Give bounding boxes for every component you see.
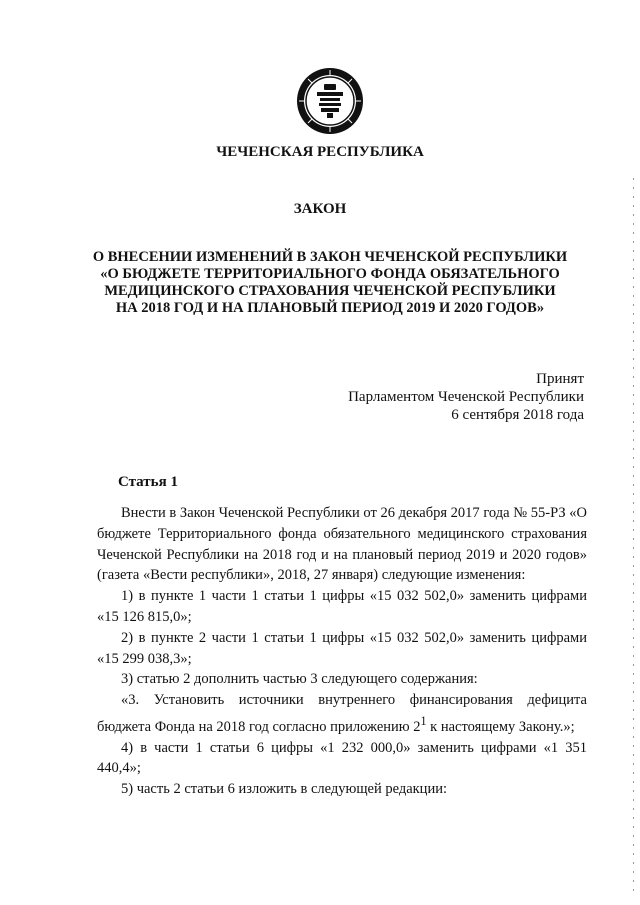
scan-margin-mark bbox=[633, 178, 634, 898]
adopted-date: 6 сентября 2018 года bbox=[451, 407, 584, 423]
article-item-4: 4) в части 1 статьи 6 цифры «1 232 000,0» заменить цифрами «1 351 440,4»; bbox=[97, 739, 587, 777]
law-title-line: МЕДИЦИНСКОГО СТРАХОВАНИЯ ЧЕЧЕНСКОЙ РЕСПУБЛИКИ bbox=[104, 283, 556, 299]
adopted-label: Принят bbox=[536, 371, 584, 387]
article-item-1: 1) в пункте 1 части 1 статьи 1 цифры «15 032 502,0» заменить цифрами «15 126 815,0»; bbox=[97, 588, 587, 625]
law-title-line: НА 2018 ГОД И НА ПЛАНОВЫЙ ПЕРИОД 2019 И 2020 ГОДОВ» bbox=[115, 300, 545, 316]
law-title-line: О ВНЕСЕНИИ ИЗМЕНЕНИЙ В ЗАКОН ЧЕЧЕНСКОЙ РЕСПУБЛИКИ bbox=[92, 249, 568, 265]
article-heading: Статья 1 bbox=[118, 474, 178, 490]
quote-text: «3. Установить источники внутреннего финансирования дефицита бюджета Фонда на 2018 год согласно приложению 2 bbox=[97, 692, 587, 735]
article-item-3: 3) статью 2 дополнить частью 3 следующего содержания: bbox=[121, 671, 478, 688]
article-item-5: 5) часть 2 статьи 6 изложить в следующей редакции: bbox=[121, 781, 447, 798]
quote-text-end: к настоящему Закону.»; bbox=[426, 718, 575, 735]
article-body bbox=[97, 503, 587, 800]
adopted-by: Парламентом Чеченской Республики bbox=[348, 389, 584, 405]
coat-of-arms-seal-icon bbox=[295, 66, 365, 136]
adoption-block bbox=[348, 370, 584, 424]
article-intro: Внести в Закон Чеченской Республики от 26 декабря 2017 года № 55-РЗ «О бюджете Территориального фонда обязательного медицинского страхования Чеченской Республики на 2018 год и на плановый период 2019 и 2020 годов» (газета «Вести республики», 2018, 27 января) следующие изменения: bbox=[97, 505, 587, 584]
article-item-3-quote bbox=[97, 690, 587, 737]
law-title bbox=[70, 249, 590, 317]
quote-superscript: 1 bbox=[420, 713, 427, 728]
republic-heading: ЧЕЧЕНСКАЯ РЕСПУБЛИКА bbox=[216, 144, 424, 160]
law-title-line: «О БЮДЖЕТЕ ТЕРРИТОРИАЛЬНОГО ФОНДА ОБЯЗАТЕЛЬНОГО bbox=[100, 266, 560, 282]
article-item-2: 2) в пункте 2 части 1 статьи 1 цифры «15 032 502,0» заменить цифрами «15 299 038,3»; bbox=[97, 629, 587, 667]
law-heading: ЗАКОН bbox=[293, 201, 347, 217]
